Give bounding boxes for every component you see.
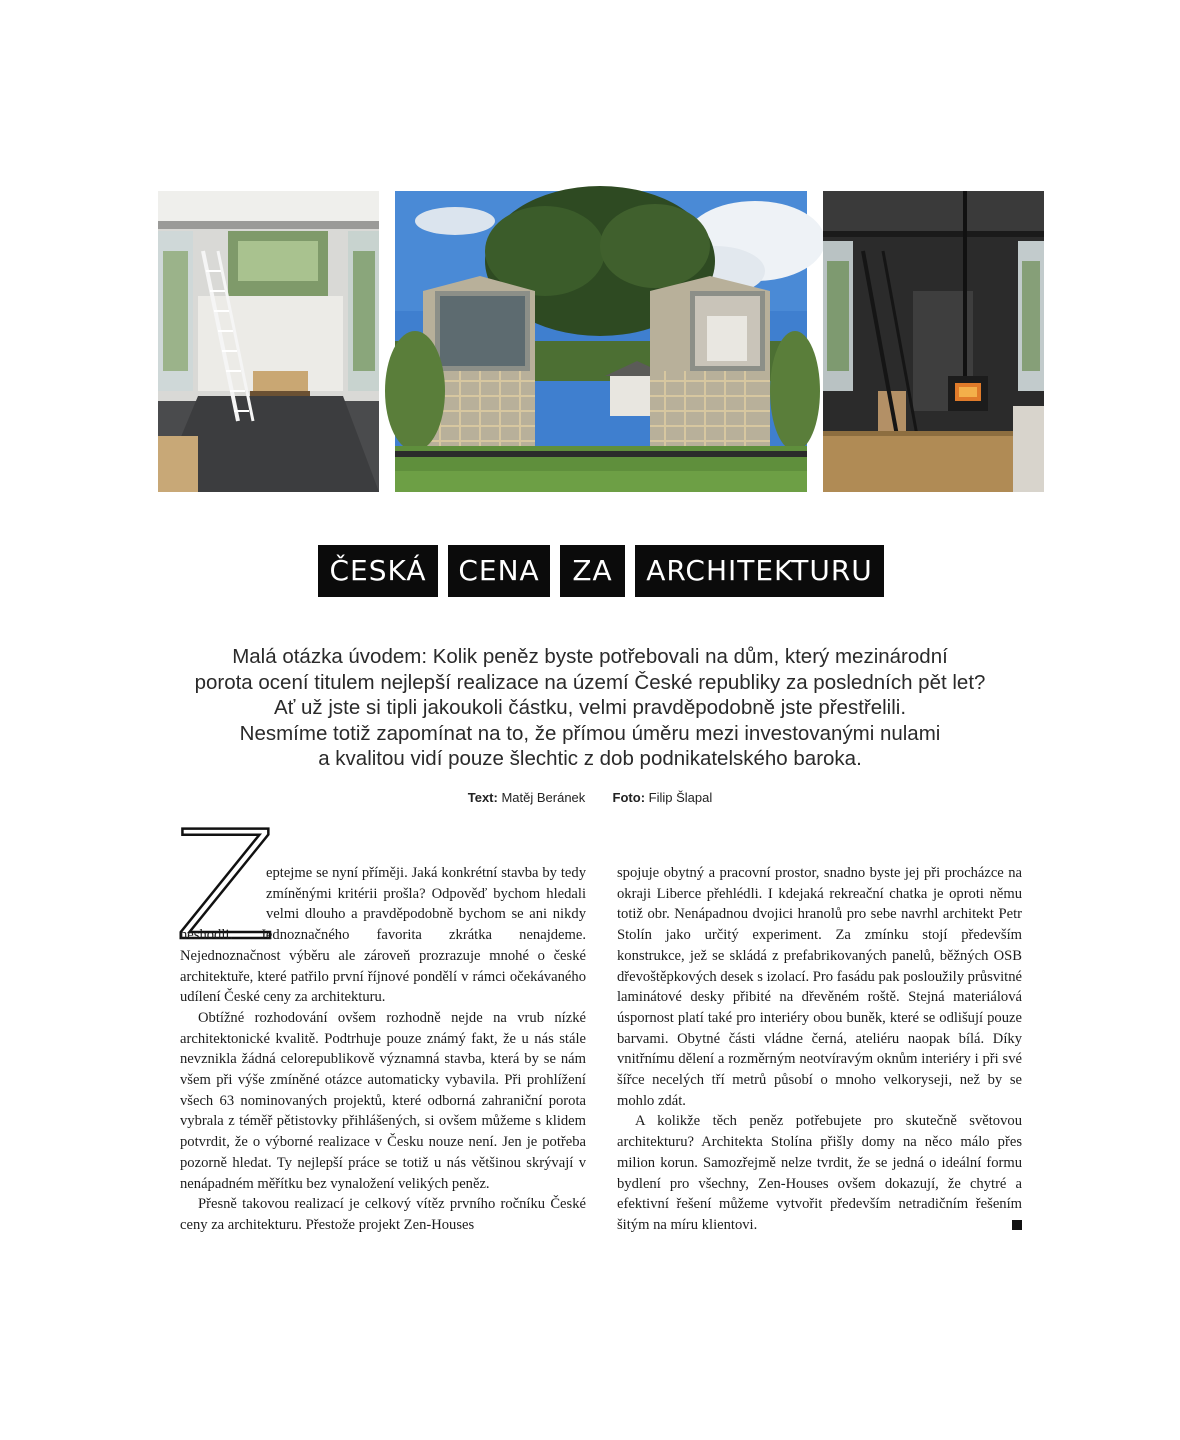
lead-line: porota ocení titulem nejlepší realizace na území České republiky za posledních pět let? bbox=[194, 670, 986, 694]
text-credit-author: Matěj Beránek bbox=[501, 790, 586, 805]
headline-word-1: ČESKÁ bbox=[318, 545, 438, 597]
lead-line: Malá otázka úvodem: Kolik peněz byste potřebovali na dům, který mezinárodní bbox=[232, 645, 948, 668]
photo-exterior-zen-houses bbox=[395, 191, 807, 492]
article-paragraph: spojuje obytný a pracovní prostor, snadno byste jej při procházce na okraji Liberce přehlédli. I kdejaká rekreační chatka je oproti němu totiž obr. Nenápadnou dvojici hranolů pro sebe navrhl architekt Petr Stolín jako určitý experiment. Za zmínku stojí především konstrukce, jež se skládá z prefabrikovaných panelů, běžných OSB dřevoštěpkových desek s izolací. Pro fasádu pak posloužily průsvitné laminátové desky přibité na dřevěném roště. Stejná materiálová úspornost platí také pro interiéry obou buněk, které se odlišují pouze barvami. Obytné části vládne černá, ateliéru naopak bílá. Díky vnitřnímu dělení a rozměrným neotvíravým oknům interiéry i při své šířce necelých tří metrů působí o mnoho velkoryseji, než by se mohlo zdát. bbox=[617, 865, 1022, 1109]
headline-word-3: ZA bbox=[560, 545, 625, 597]
article-text: A kolikže těch peněz potřebujete pro skutečně světovou architekturu? Architekta Stolína přišly domy na něco málo přes milion korun. Samozřejmě nelze tvrdit, že se jedná o ideální formu bydlení pro všechny, Zen-Houses ovšem dokazují, že chytré a efektivní řešení můžeme vytvořit především netradičním řešením šitým na míru klientovi. bbox=[617, 1113, 1022, 1233]
photo-credit-label: Foto: bbox=[612, 790, 646, 805]
article-paragraph: Obtížné rozhodování ovšem rozhodně nejde na vrub nízké architektonické kvalitě. Podtrhuje pouze známý fakt, že u nás stále nevznikla žádná celorepublikově významná stavba, která by se nám všem při výše zmíněné otázce automaticky vybavila. Při prohlížení všech 63 nominovaných projektů, které odborná zahraniční porota vybrala z téměř pětistovky přihlášených, si ovšem můžeme s klidem potvrdit, že o výborné realizace v Česku nouze není. Jen je potřeba pozorně hledat. Ty nejlepší práce se totiž u nás většinou skrývají v nenápadném měřítku bez vynaložení velikých peněz. bbox=[180, 1009, 586, 1192]
lead-paragraph bbox=[160, 644, 1020, 772]
article-text: eptejme se nyní příměji. Jaká konkrétní stavba by tedy zmíněnými kritérii prošla? Odpověď bychom hledali velmi dlouho a pravděpodobně bychom se ani nikdy neshodli. Jednoznačného favorita zkrátka nenajdeme. Nejednoznačnost výběru ale zároveň prozrazuje mnohé o české architektuře, které patřilo první říjnové pondělí v rámci očekávaného udílení České ceny za architekturu. bbox=[180, 865, 586, 1006]
dropcap-glyph: Z bbox=[174, 800, 277, 974]
end-mark bbox=[1012, 1220, 1022, 1230]
lead-line: Ať už jste si tipli jakoukoli částku, velmi pravděpodobně jste přestřelili. bbox=[273, 696, 907, 719]
article-paragraph bbox=[174, 800, 586, 1008]
photo-credit-author: Filip Šlapal bbox=[648, 790, 713, 805]
photo-interior-white bbox=[158, 191, 379, 492]
headline bbox=[0, 545, 1180, 597]
dropcap-letter bbox=[174, 800, 277, 974]
lead-line: a kvalitou vidí pouze šlechtic z dob podnikatelského baroka. bbox=[318, 747, 862, 770]
photo-interior-black bbox=[823, 191, 1044, 492]
article-paragraph: Přesně takovou realizací je celkový vítěz prvního ročníku České ceny za architekturu. Přestože projekt Zen-Houses bbox=[180, 1196, 586, 1233]
article-column-left bbox=[174, 800, 586, 1236]
headline-word-4: ARCHITEKTURU bbox=[635, 545, 884, 597]
article-paragraph bbox=[617, 1111, 1022, 1235]
article-column-right bbox=[617, 863, 1022, 1236]
lead-line: Nesmíme totiž zapomínat na to, že přímou úměru mezi investovanými nulami bbox=[239, 721, 941, 745]
headline-word-2: CENA bbox=[448, 545, 550, 597]
text-credit-label: Text: bbox=[467, 790, 498, 805]
